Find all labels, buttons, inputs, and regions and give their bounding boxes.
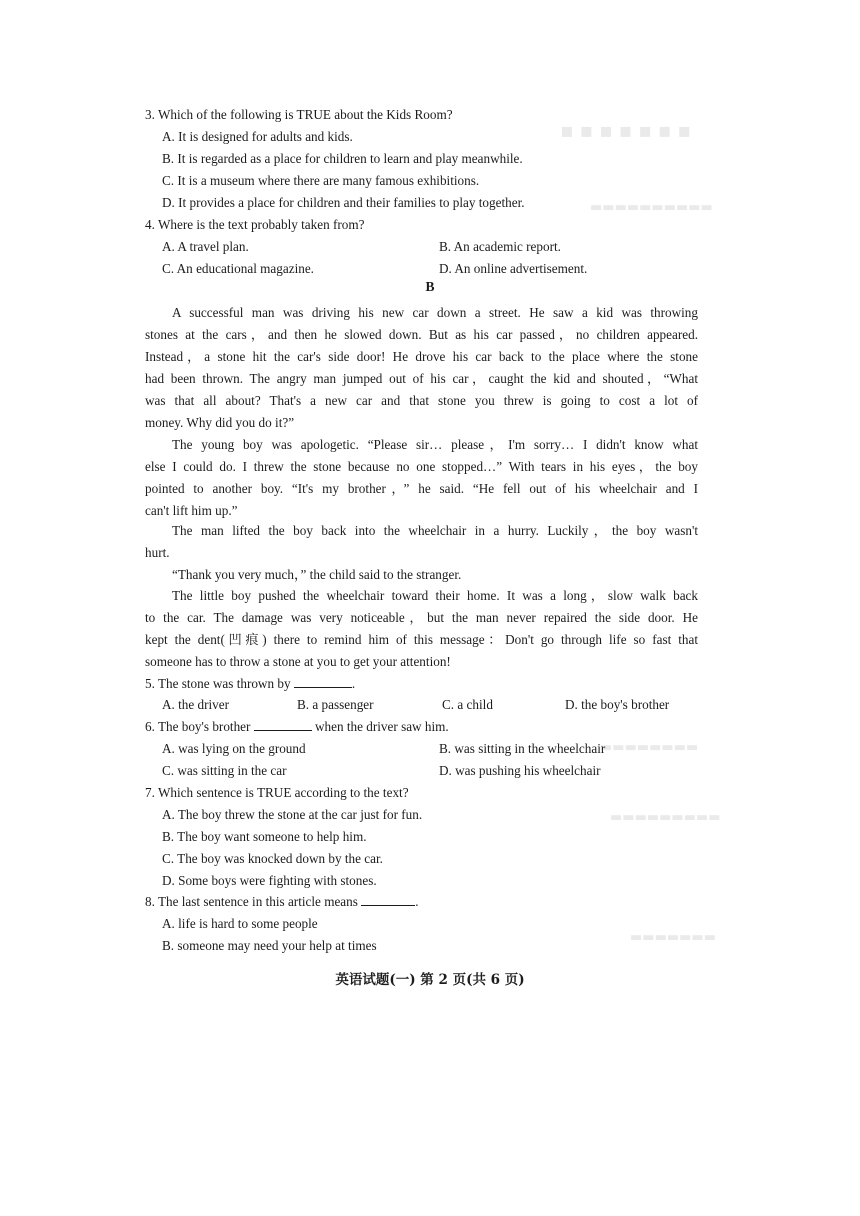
question-7-stem: 7. Which sentence is TRUE according to the text?	[145, 785, 409, 800]
bleed-through-background: ▪▪▪▪▪▪▪	[560, 118, 697, 142]
question-5-option-d: D. the boy's brother	[565, 697, 670, 712]
bleed-through-background: ▬▬▬▬▬▬▬	[630, 930, 716, 945]
question-5-option-c: C. a child	[442, 697, 493, 712]
question-8-option-a: A. life is hard to some people	[162, 916, 318, 931]
question-5-stem-end: .	[351, 676, 356, 691]
question-8-stem-end: .	[415, 894, 419, 909]
passage-line: Instead，a stone hit the car's side door! He drove his car back to the place where the stone	[145, 349, 698, 364]
passage-line: “Thank you very much，” the child said to the stranger.	[172, 567, 462, 582]
question-8-stem	[145, 891, 698, 913]
question-5-options	[162, 694, 702, 716]
question-7-option-c: C. The boy was knocked down by the car.	[162, 851, 383, 866]
passage-line: can't lift him up.”	[145, 503, 238, 518]
question-8-option-b: B. someone may need your help at times	[162, 938, 377, 953]
section-b-heading: B	[425, 279, 435, 294]
question-5-option-a: A. the driver	[162, 697, 230, 712]
question-3-option-d: D. It provides a place for children and their families to play together.	[162, 195, 525, 210]
page-footer: 英语试题(一) 第 2 页(共 6 页)	[335, 972, 525, 988]
passage-line: stones at the cars，and then he slowed down. But as his car passed，no children appeared.	[145, 327, 698, 342]
passage-line: had been thrown. The angry man jumped out of his car，caught the kid and shouted，“What	[145, 371, 698, 386]
passage-line: hurt.	[145, 545, 170, 560]
question-3-option-b: B. It is regarded as a place for children to learn and play meanwhile.	[162, 151, 523, 166]
question-3-stem: 3. Which of the following is TRUE about the Kids Room?	[145, 107, 453, 122]
question-6-option-d: D. was pushing his wheelchair	[439, 763, 601, 778]
bleed-through-background: ▬▬▬▬▬▬▬▬▬	[610, 810, 721, 825]
passage-line: was that all about? That's a new car and that stone you threw is going to cost a lot of	[145, 393, 698, 408]
passage-line: money. Why did you do it?”	[145, 415, 295, 430]
question-8-stem-text: 8. The last sentence in this article means	[145, 894, 358, 909]
question-4-option-d: D. An online advertisement.	[439, 261, 588, 276]
question-6-option-b: B. was sitting in the wheelchair	[439, 741, 606, 756]
answer-blank	[254, 718, 312, 731]
answer-blank	[294, 675, 352, 688]
question-4-option-c: C. An educational magazine.	[162, 261, 314, 276]
question-7-option-a: A. The boy threw the stone at the car just for fun.	[162, 807, 423, 822]
question-7-option-d: D. Some boys were fighting with stones.	[162, 873, 377, 888]
passage-line: to the car. The damage was very noticeable，but the man never repaired the side door. He	[145, 610, 698, 625]
question-3-option-a: A. It is designed for adults and kids.	[162, 129, 353, 144]
question-6-option-c: C. was sitting in the car	[162, 763, 287, 778]
bleed-through-background: ▬▬▬▬▬▬▬▬▬▬	[590, 200, 713, 215]
passage-line: The young boy was apologetic. “Please sir… please，I'm sorry… I didn't know what	[172, 437, 698, 452]
question-6-option-a: A. was lying on the ground	[162, 741, 306, 756]
question-5-stem-text: 5. The stone was thrown by	[145, 676, 291, 691]
passage-line: The man lifted the boy back into the wheelchair in a hurry. Luckily，the boy wasn't	[172, 523, 698, 538]
passage-line: someone has to throw a stone at you to get your attention!	[145, 654, 451, 669]
question-6-stem-text: 6. The boy's brother	[145, 719, 251, 734]
question-3-option-c: C. It is a museum where there are many famous exhibitions.	[162, 173, 480, 188]
passage-line: The little boy pushed the wheelchair toward their home. It was a long，slow walk back	[172, 588, 698, 603]
question-5-stem	[145, 673, 698, 695]
question-5-option-b: B. a passenger	[297, 697, 374, 712]
question-4-option-b: B. An academic report.	[439, 239, 561, 254]
question-4-stem: 4. Where is the text probably taken from?	[145, 217, 365, 232]
question-6-stem-end: when the driver saw him.	[315, 719, 449, 734]
passage-line: A successful man was driving his new car down a street. He saw a kid was throwing	[172, 305, 698, 320]
answer-blank	[361, 893, 415, 906]
question-6-stem	[145, 716, 698, 738]
passage-line: else I could do. I threw the stone because no one stopped…” With tears in his eyes，the boy	[145, 459, 698, 474]
bleed-through-background: ▬▬▬▬▬▬▬▬	[600, 740, 699, 755]
question-4-option-a: A. A travel plan.	[162, 239, 249, 254]
passage-line: pointed to another boy. “It's my brother，” he said. “He fell out of his wheelchair and I	[145, 481, 698, 496]
passage-line: kept the dent(凹痕) there to remind him of this message：Don't go through life so fast that	[145, 632, 698, 647]
question-7-option-b: B. The boy want someone to help him.	[162, 829, 367, 844]
